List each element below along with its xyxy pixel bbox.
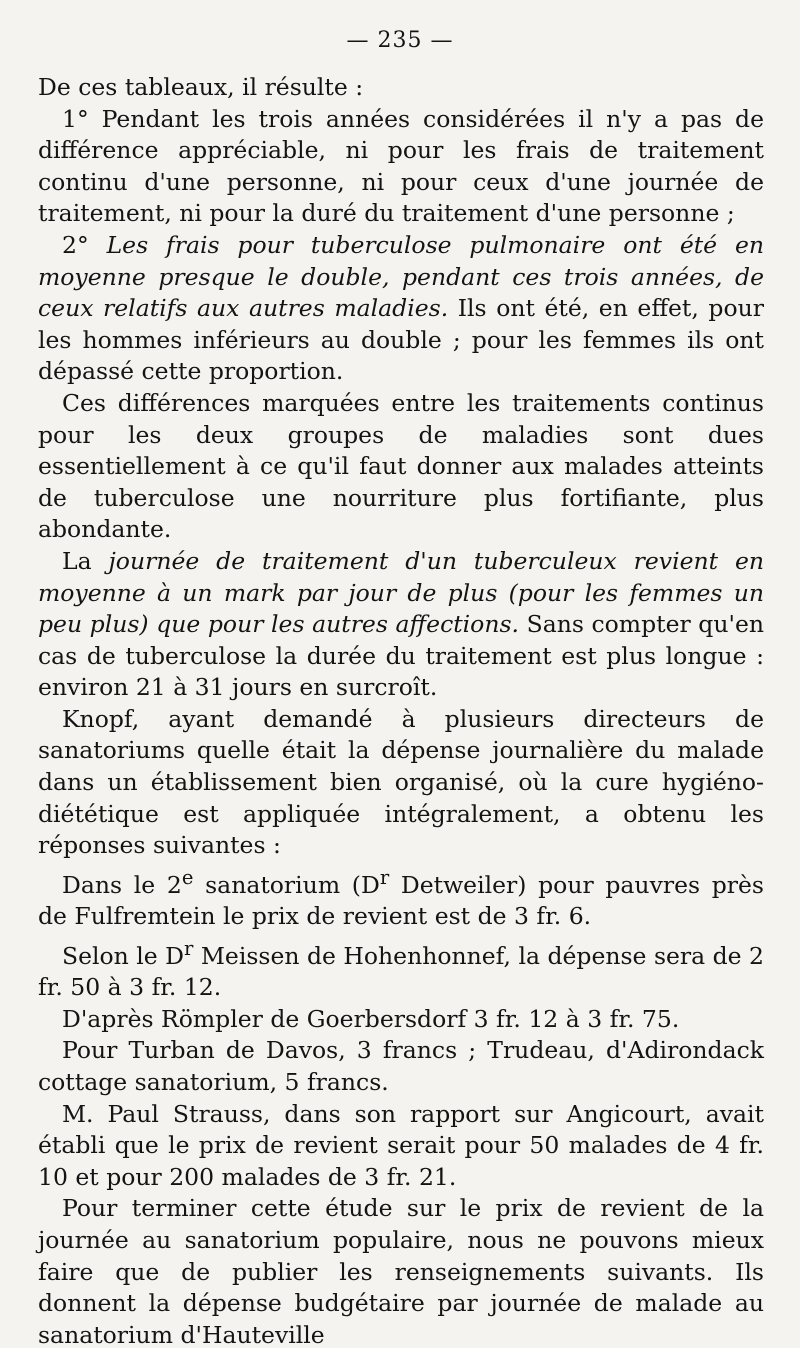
paragraph-text: Meissen de Hohenhonnef, la dépense sera de 2 fr. 50 à 3 fr. 12.	[38, 941, 764, 1002]
paragraph-differences: Ces différences marquées entre les traitements continus pour les deux groupes de maladies sont dues essentiellement à ce qu'il faut donner aux malades atteints de tuberculose une nourriture plus fortifiante, plus abondante.	[38, 388, 764, 544]
paragraph-turban: Pour Turban de Davos, 3 francs ; Trudeau, d'Adirondack cottage sanatorium, 5 francs.	[38, 1036, 764, 1097]
paragraph-point-1: 1° Pendant les trois années considérées il n'y a pas de différence appréciable, ni pour les frais de traitement continu d'une personne, ni pour ceux d'une journée de traitement, ni pour la duré du traitement d'une personne ;	[38, 104, 764, 228]
paragraph-text: sanatorium (D	[193, 870, 380, 899]
paragraph-knopf: Knopf, ayant demandé à plusieurs directeurs de sanatoriums quelle était la dépense journalière du malade dans un établissement bien organisé, où la cure hygiéno-diététique est appliquée intégralement, a obtenu les réponses suivantes :	[38, 704, 764, 860]
italic-emphasis: Les frais pour tuberculose pulmonaire ont été en moyenne presque le double, pendant ces trois années, de ceux relatifs aux autres maladies.	[38, 230, 764, 323]
paragraph-text: Detweiler) pour pauvres près de Fulfremtein le prix de revient est de 3 fr. 6.	[38, 870, 764, 931]
paragraph-text: La	[62, 546, 109, 575]
superscript: r	[184, 936, 194, 960]
paragraph-text: Selon le D	[62, 941, 185, 970]
paragraph-meissen	[38, 933, 764, 1004]
paragraph-text: Ils ont été, en effet, pour les hommes inférieurs au double ; pour les femmes ils ont dépassé cette proportion.	[38, 294, 764, 386]
body-text	[38, 72, 764, 1348]
page-number: — 235 —	[346, 28, 454, 53]
paragraph-detweiler	[38, 862, 764, 933]
point-number: 2°	[62, 230, 107, 259]
paragraph-journee	[38, 546, 764, 704]
paragraph-text: Sans compter qu'en cas de tuberculose la durée du traitement est plus longue : environ 21 à 31 jours en surcroît.	[38, 610, 764, 702]
paragraph-strauss: M. Paul Strauss, dans son rapport sur Angicourt, avait établi que le prix de revient serait pour 50 malades de 4 fr. 10 et pour 200 malades de 3 fr. 21.	[38, 1099, 764, 1191]
paragraph-rompler: D'après Römpler de Goerbersdorf 3 fr. 12 à 3 fr. 75.	[62, 1004, 680, 1033]
paragraph-intro: De ces tableaux, il résulte :	[38, 73, 364, 101]
italic-emphasis: journée de traitement d'un tuberculeux revient en moyenne à un mark par jour de plus (pour les femmes un peu plus) que pour les autres affections.	[38, 546, 764, 639]
paragraph-point-2	[38, 230, 764, 388]
superscript: r	[379, 865, 390, 889]
paragraph-conclusion: Pour terminer cette étude sur le prix de revient de la journée au sanatorium populaire, nous ne pouvons mieux faire que de publier les renseignements suivants. Ils donnent la dépense budgétaire par journée de malade au sanatorium d'Hauteville	[38, 1194, 764, 1348]
superscript: e	[181, 865, 194, 889]
paragraph-text: Dans le 2	[62, 870, 182, 899]
